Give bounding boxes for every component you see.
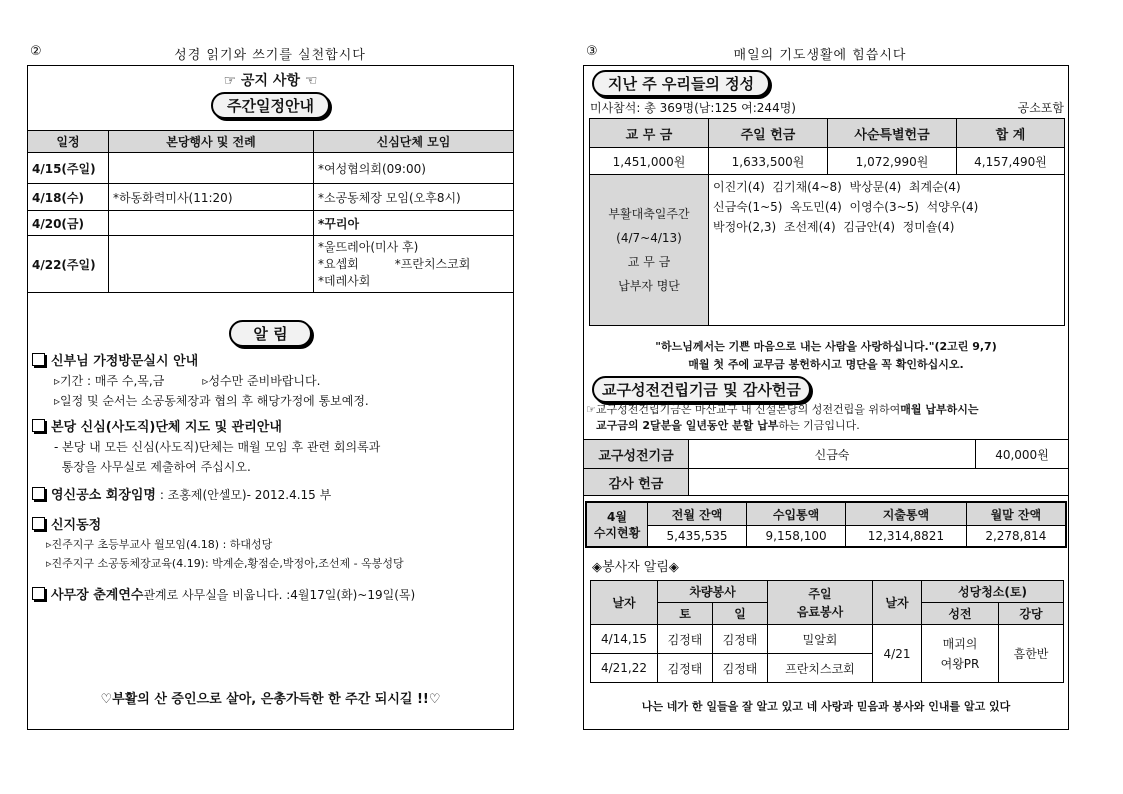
vol-header-drink: 주일 음료봉사 — [768, 581, 873, 625]
section-line: 통장을 사무실로 제출하여 주십시오. — [54, 460, 251, 474]
building-amount: 40,000원 — [976, 440, 1069, 469]
vol-sat: 김정태 — [658, 654, 713, 683]
finance-value: 9,158,100 — [747, 526, 846, 548]
finance-header: 수입통액 — [747, 502, 846, 526]
finance-value: 12,314,8821 — [846, 526, 967, 548]
offering-header-row — [590, 119, 1065, 148]
schedule-header-row — [28, 131, 514, 153]
schedule-parish — [109, 153, 314, 184]
donor-line: 박정아(2,3) 조선제(4) 김금안(4) 정미숄(4) — [713, 220, 955, 234]
notice-section — [32, 584, 415, 603]
table-row — [590, 148, 1065, 175]
building-title: 교구성전건립기금 및 감사헌금 — [592, 376, 811, 403]
attendance-note: 공소포함 — [1017, 101, 1064, 115]
notice-section — [32, 514, 404, 571]
group-item: *요셉회 — [318, 256, 359, 271]
right-panel — [583, 65, 1069, 730]
building-desc: ☞교구성전건립기금은 마산교구 내 신설본당의 성전건립을 위하여매월 납부하시는 교구금의 2달분을 일년동안 분할 납부하는 기금입니다. — [586, 403, 979, 432]
attendance-text: 미사참석: 총 369명(남:125 여:244명) — [590, 101, 796, 115]
offering-value: 1,633,500원 — [709, 148, 828, 175]
checkbox-icon — [32, 419, 45, 432]
checkbox-icon — [32, 517, 45, 530]
table-row — [584, 440, 1069, 469]
schedule-header-groups: 신심단체 모임 — [314, 131, 514, 153]
vol-header-sanctuary: 성전 — [922, 603, 999, 625]
schedule-groups: *여성협의회(09:00) — [314, 153, 514, 184]
alim-title: 알 림 — [229, 320, 311, 347]
finance-value: 2,278,814 — [966, 526, 1066, 548]
section-line: ▹진주지구 소공동체장교육(4.19): 박계순,황점순,박정아,조선제 - 옥봉성당 — [46, 557, 404, 570]
right-page-number: ③ — [586, 44, 599, 59]
vol-sun: 김정태 — [713, 654, 768, 683]
section-title: 신부님 가정방문실시 안내 — [51, 354, 199, 369]
schedule-groups: *소공동체장 모임(오후8시) — [314, 184, 514, 211]
vol-header-clean: 성당청소(토) — [922, 581, 1064, 603]
thanks-value — [689, 469, 1069, 496]
schedule-title: 주간일정안내 — [211, 92, 330, 119]
group-item: *울뜨레아(미사 후) — [318, 239, 419, 254]
vol-header-hall: 강당 — [999, 603, 1064, 625]
donor-list — [709, 175, 1065, 326]
notice-section — [32, 350, 369, 409]
vol-drink: 프란치스코회 — [768, 654, 873, 683]
section-line: ▹진주지구 초등부교사 월모임(4.18) : 하대성당 — [46, 538, 273, 551]
section-title: 사무장 춘계연수 — [51, 588, 144, 603]
offering-header: 주일 헌금 — [709, 119, 828, 148]
schedule-table — [27, 130, 514, 293]
checkbox-icon — [32, 587, 45, 600]
offering-table — [589, 118, 1065, 326]
offering-header: 사순특별헌금 — [828, 119, 957, 148]
schedule-groups — [314, 236, 514, 293]
vol-drink: 밀알회 — [768, 625, 873, 654]
section-title: 영신공소 회장임명 — [51, 488, 156, 503]
closing-message: ♡부활의 산 증인으로 살아, 은총가득한 한 주간 되시길 !!♡ — [100, 692, 441, 707]
finance-header: 전월 잔액 — [648, 502, 747, 526]
offering-header: 교 무 금 — [590, 119, 709, 148]
vol-header-date: 날자 — [591, 581, 658, 625]
donor-row — [590, 175, 1065, 326]
schedule-date: 4/20(금) — [28, 211, 109, 236]
table-row — [28, 184, 514, 211]
notice-section — [32, 484, 331, 503]
schedule-date: 4/18(수) — [28, 184, 109, 211]
schedule-date: 4/15(주일) — [28, 153, 109, 184]
schedule-date: 4/22(주일) — [28, 236, 109, 293]
section-inline: 관계로 사무실을 비웁니다. :4월17일(화)~19일(목) — [143, 588, 416, 602]
verse-text: "하느님께서는 기쁜 마음으로 내는 사람을 사랑하십니다."(2고린 9,7) — [655, 340, 997, 353]
section-line: ▹기간 : 매주 수,목,금 ▹성수만 준비바랍니다. — [54, 374, 321, 388]
checkbox-icon — [32, 353, 45, 366]
offering-value: 4,157,490원 — [957, 148, 1065, 175]
vol-header-date2: 날자 — [873, 581, 922, 625]
offering-title: 지난 주 우리들의 정성 — [592, 70, 770, 97]
clean-sanctuary: 매괴의 여왕PR — [922, 625, 999, 683]
clean-date: 4/21 — [873, 625, 922, 683]
table-row — [28, 211, 514, 236]
donor-line: 신금숙(1~5) 옥도민(4) 이영수(3~5) 석양우(4) — [713, 200, 979, 214]
finance-header-row — [586, 502, 1066, 526]
schedule-parish: *하동화력미사(11:20) — [109, 184, 314, 211]
notice-section — [32, 416, 380, 475]
schedule-parish — [109, 211, 314, 236]
section-line: - 본당 내 모든 신심(사도직)단체는 매월 모임 후 관련 회의록과 — [54, 440, 381, 454]
building-table — [583, 439, 1069, 496]
volunteer-title: ◈봉사자 알림◈ — [592, 560, 679, 575]
section-line: ▹일정 및 순서는 소공동체장과 협의 후 해당가정에 통보예정. — [54, 394, 369, 408]
donor-label: 부활대축일주간 (4/7~4/13) 교 무 금 납부자 명단 — [590, 175, 709, 326]
clean-hall: 흠한반 — [999, 625, 1064, 683]
table-row — [28, 153, 514, 184]
finance-header: 월말 잔액 — [966, 502, 1066, 526]
left-page-header: 성경 읽기와 쓰기를 실천합시다 — [174, 48, 366, 63]
building-label: 교구성전기금 — [584, 440, 689, 469]
verse-instruction: 매월 첫 주에 교무금 봉헌하시고 명단을 꼭 확인하십시오. — [688, 358, 964, 371]
vol-sat: 김정태 — [658, 625, 713, 654]
building-name: 신금숙 — [689, 440, 976, 469]
checkbox-icon — [32, 487, 45, 500]
vol-header-sat: 토 — [658, 603, 713, 625]
vol-date: 4/14,15 — [591, 625, 658, 654]
table-row — [584, 469, 1069, 496]
finance-value: 5,435,535 — [648, 526, 747, 548]
left-page-number: ② — [30, 44, 43, 59]
offering-value: 1,451,000원 — [590, 148, 709, 175]
schedule-header-date: 일정 — [28, 131, 109, 153]
table-row — [586, 526, 1066, 548]
left-panel — [27, 65, 514, 730]
section-inline: : 조홍제(안셀모)- 2012.4.15 부 — [156, 488, 332, 502]
finance-table — [585, 501, 1067, 548]
group-item: *데레사회 — [318, 273, 371, 288]
vol-sun: 김정태 — [713, 625, 768, 654]
thanks-label: 감사 헌금 — [584, 469, 689, 496]
offering-value: 1,072,990원 — [828, 148, 957, 175]
notice-title: ☞ 공지 사항 ☜ — [223, 73, 318, 89]
group-item: *프란치스코회 — [394, 256, 471, 271]
finance-header: 지출통액 — [846, 502, 967, 526]
section-title: 본당 신심(사도직)단체 지도 및 관리안내 — [51, 420, 282, 435]
finance-label: 4월 수지현황 — [586, 502, 648, 547]
vol-header-sun: 일 — [713, 603, 768, 625]
schedule-groups: *꾸리아 — [314, 211, 514, 236]
table-row — [28, 236, 514, 293]
volunteer-table — [590, 580, 1064, 683]
schedule-parish — [109, 236, 314, 293]
footer-verse: 나는 네가 한 일들을 잘 알고 있고 네 사랑과 믿음과 봉사와 인내를 알고 있다 — [641, 700, 1011, 713]
right-page-header: 매일의 기도생활에 힘씁시다 — [733, 48, 907, 63]
table-row — [591, 625, 1064, 654]
vol-date: 4/21,22 — [591, 654, 658, 683]
schedule-header-parish: 본당행사 및 전례 — [109, 131, 314, 153]
section-title: 신지동정 — [51, 518, 102, 533]
offering-header: 합 계 — [957, 119, 1065, 148]
vol-header-car: 차량봉사 — [658, 581, 768, 603]
donor-line: 이진기(4) 김기채(4~8) 박상문(4) 최계순(4) — [713, 180, 961, 194]
